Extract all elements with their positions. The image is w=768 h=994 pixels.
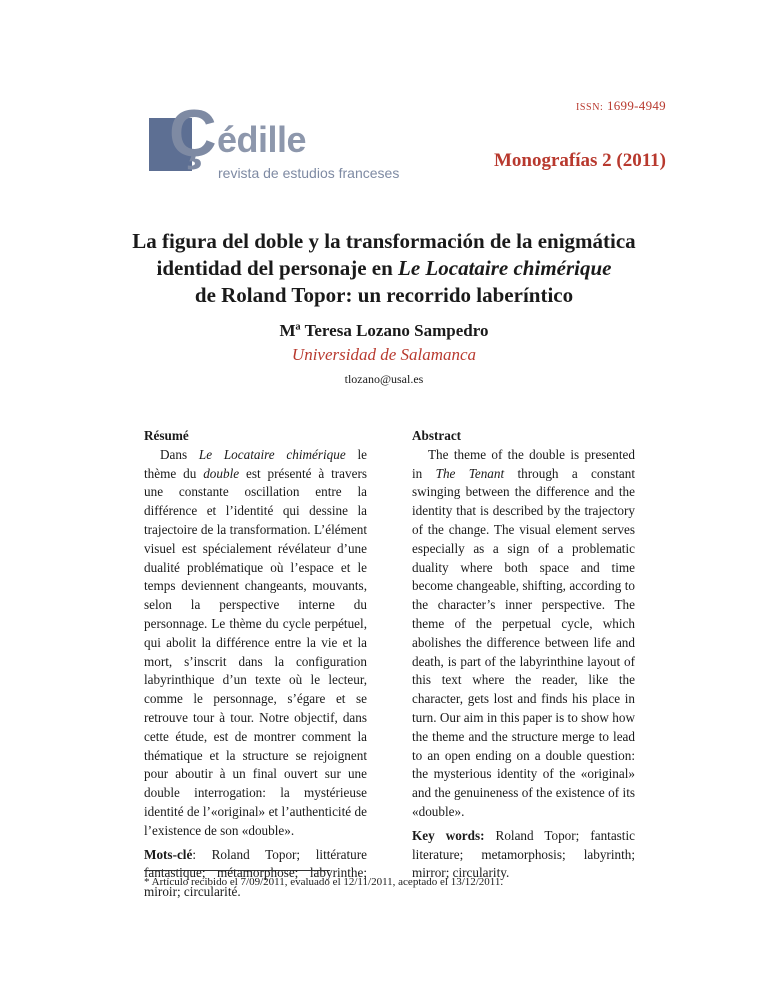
logo-word: édille [217, 119, 307, 160]
author-affiliation: Universidad de Salamanca [291, 345, 477, 364]
footnote: * Artículo recibido el 7/09/2011, evaluado el 12/11/2011, aceptado el 13/12/2011. [144, 876, 504, 888]
issn-number: 1699-4949 [603, 98, 666, 113]
resume-text-3: le thème du [144, 446, 367, 481]
abstract-keywords-text: Roland Topor; fantastic literature; metamorphosis; labyrinth; mirror; circularity. [412, 827, 635, 881]
resume-keywords-text: : Roland Topor; littérature fantastique; métamorphose; labyrinthe; miroir; circularité. [144, 846, 367, 900]
abstract-keywords [412, 827, 635, 883]
resume-keywords [144, 846, 367, 902]
author-email: tlozano@usal.es [344, 372, 424, 386]
abstract-text [412, 446, 635, 822]
logo-letter: Ç [169, 96, 217, 170]
title-line-2 [100, 255, 668, 282]
resume-text-5: est présenté à travers une constante oscillation entre la différence et l’identité qui dessine la trajectoire de la transformation. L’élément visuel est spécialement révélateur d’une dualité problématique où l’espace et le temps deviennent changeants, mouvants, selon la perspective interne du personnage. Le thème du cycle perpétuel, qui abolit la différence entre la vie et la mort, s’inscrit dans la configuration labyrinthique d’un texte où le lecteur, comme le personnage, s’égare et se retrouve tour à tour. Notre objectif, dans cette étude, est de montrer comment la thématique et la structure se rejoignent pour aboutir à un final ouvert sur une double interrogation: la mystérieuse identité de l’«original» et l’authenticité de l’existence de son «double». [144, 465, 367, 838]
issn-line [576, 98, 666, 114]
abstract-text-1: The theme of the double is presented in [412, 446, 635, 481]
abstract-column [412, 427, 635, 883]
article-title [100, 228, 668, 309]
logo-subtitle: revista de estudios franceses [218, 165, 400, 181]
resume-text [144, 446, 367, 841]
abstract-text-3: through a constant swinging between the difference and the identity that is described by the trajectory of the change. The visual element serves especially as a sign of a problematic duality where both space and time become changeable, shifting, according to the character’s inner perspective. The theme of the perpetual cycle, which abolishes the difference between life and death, is part of the labyrinthine layout of this text where the reader, like the character, gets lost and finds his place in turn. Our aim in this paper is to show how the theme and the structure merge to lead to an open ending on a double question: the mysterious identity of the «original» and the genuineness of the existence of its «double». [412, 465, 636, 819]
author-name: Mª Teresa Lozano Sampedro [279, 321, 489, 340]
title-line-3: de Roland Topor: un recorrido laberíntico [194, 283, 574, 307]
journal-logo [149, 96, 400, 188]
resume-heading: Résumé [144, 428, 189, 443]
resume-text-1: Dans [160, 446, 199, 462]
resume-text-2: Le Locataire chimérique [198, 446, 346, 462]
title-line-1: La figura del doble y la transformación de la enigmática [132, 229, 636, 253]
resume-column [144, 427, 367, 902]
abstract-keywords-label: Key words: [412, 827, 485, 843]
abstract-text-2: The Tenant [435, 465, 505, 481]
footnote-rule [144, 870, 330, 871]
resume-keywords-label: Mots-clé [144, 846, 193, 862]
title-line-2-text: identidad del personaje en [156, 256, 399, 280]
abstract-heading: Abstract [412, 428, 462, 443]
title-line-2-italic: Le Locataire chimérique [398, 256, 612, 280]
issn-label: ISSN: [575, 102, 604, 113]
series-label: Monografías 2 (2011) [493, 150, 666, 171]
resume-text-4: double [203, 465, 240, 481]
